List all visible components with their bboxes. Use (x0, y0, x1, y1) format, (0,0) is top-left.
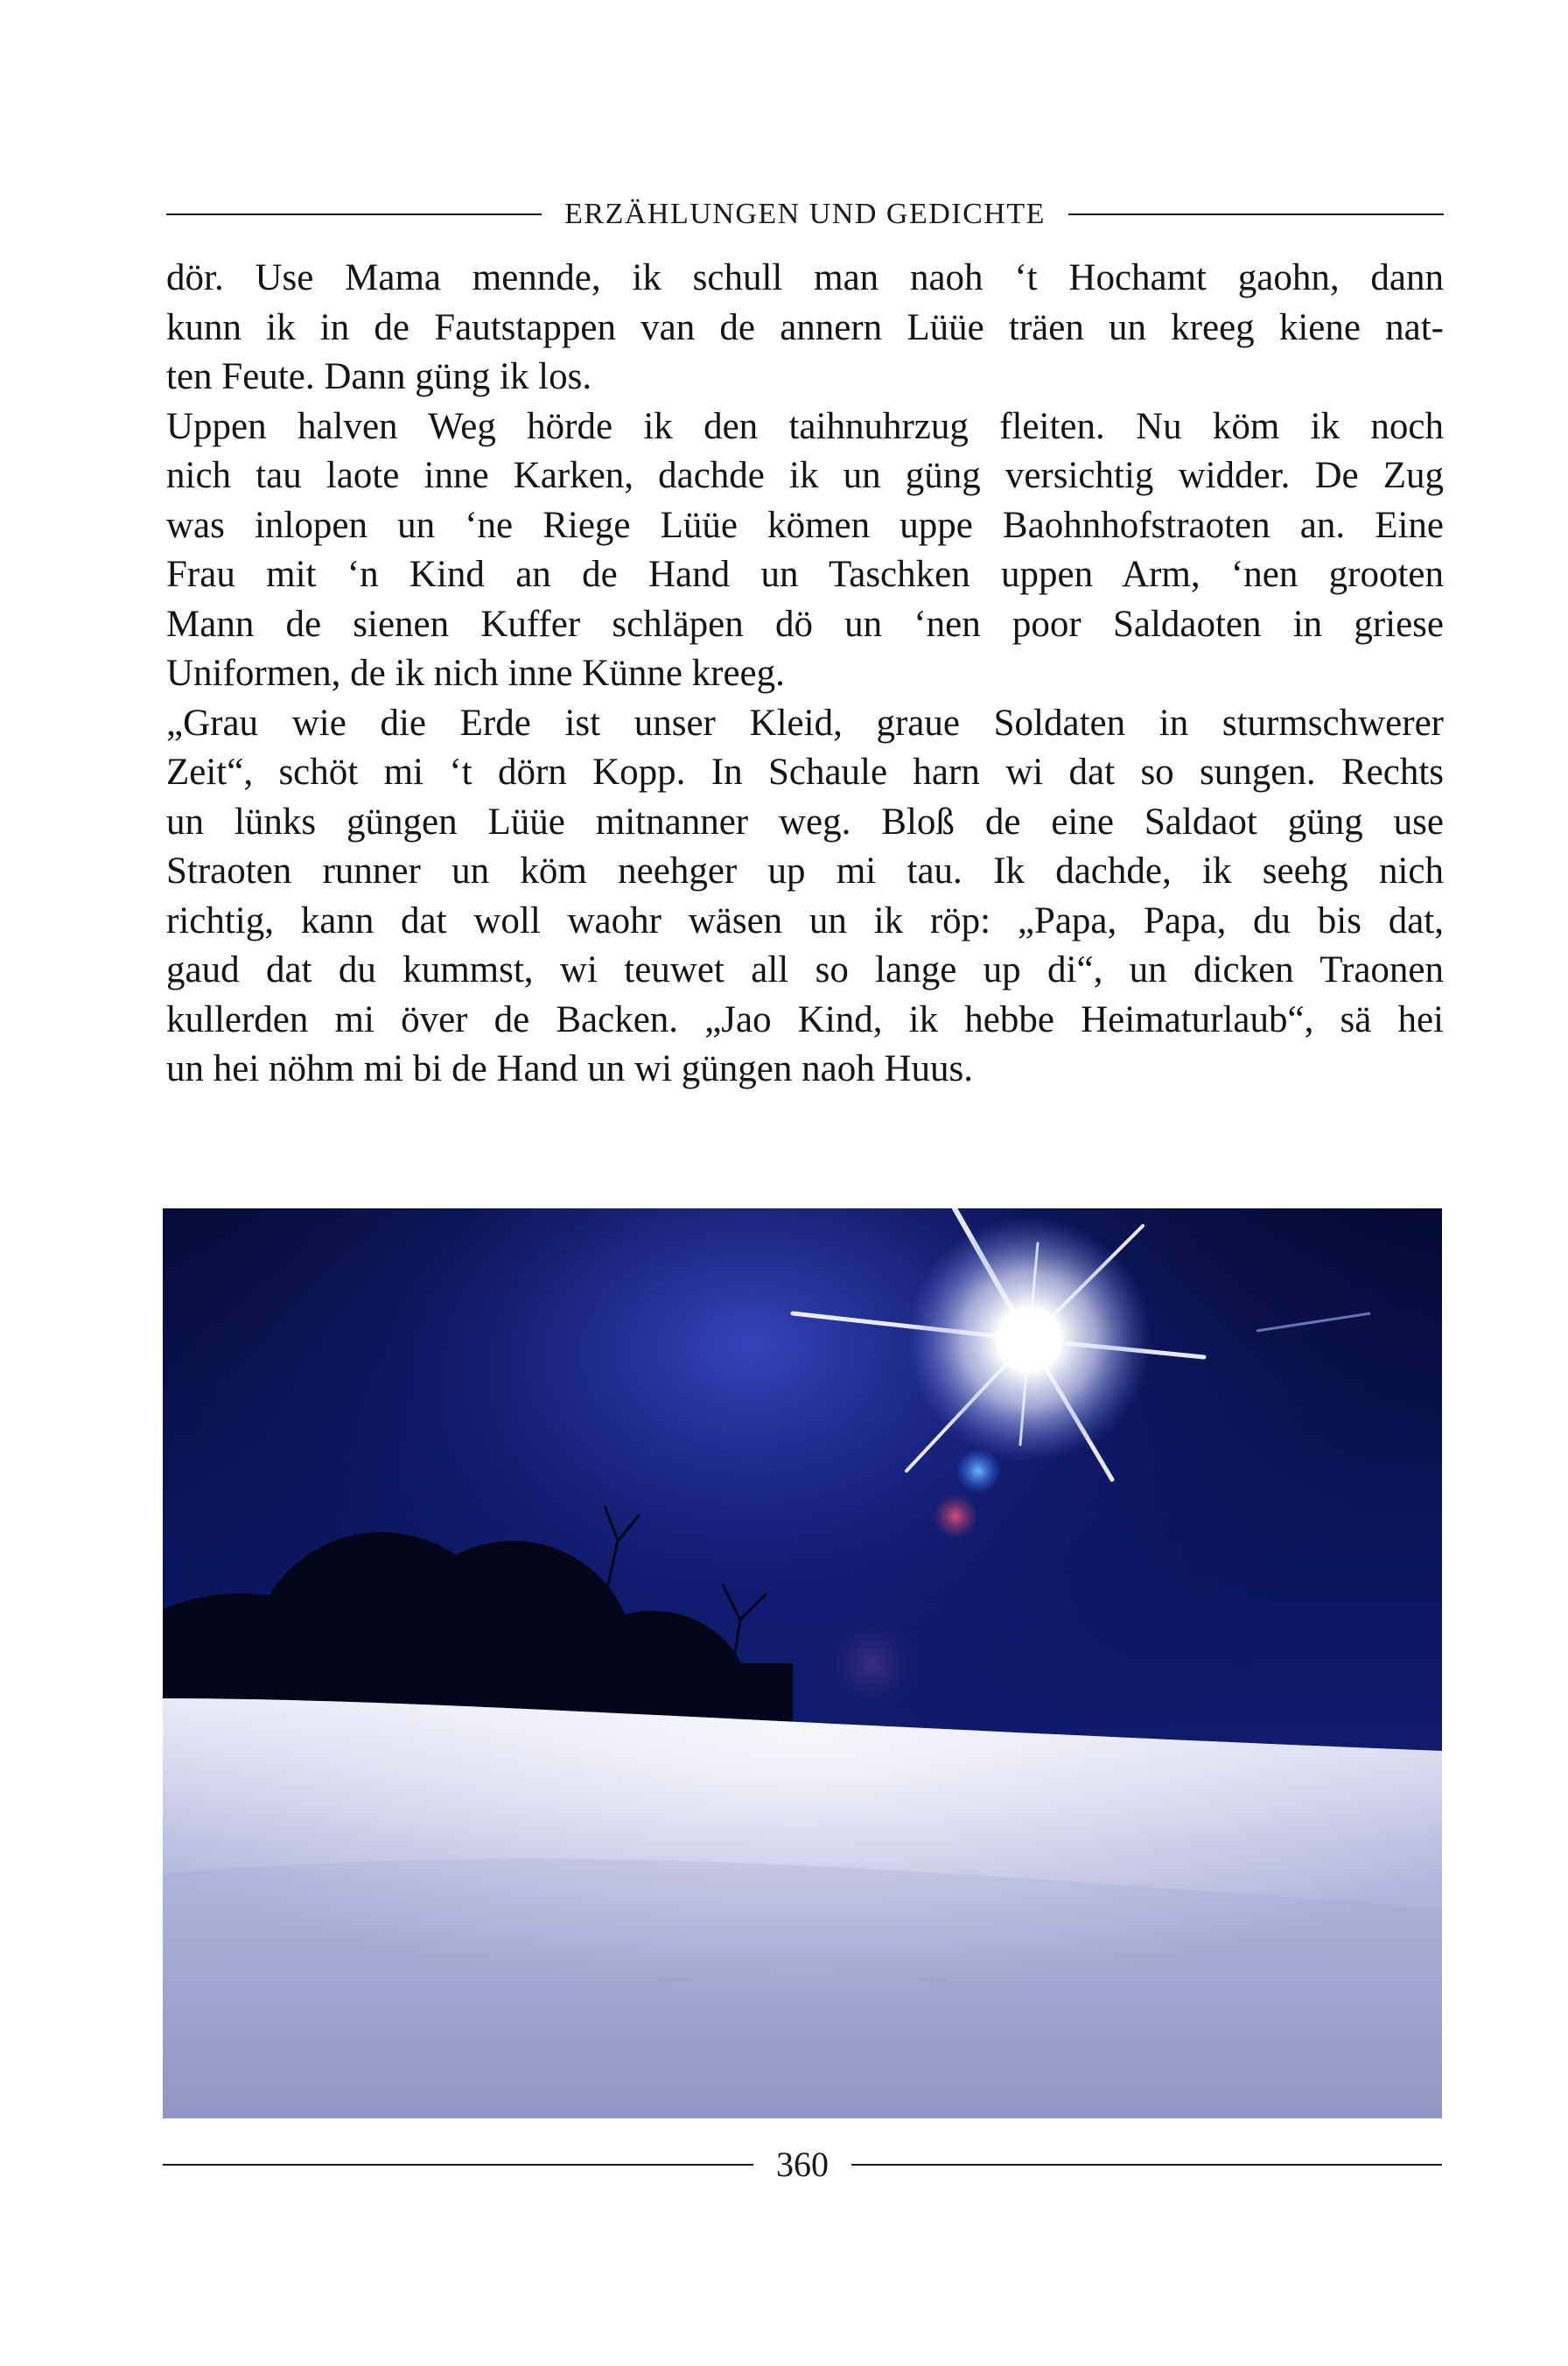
text-line: dör. Use Mama mennde, ik schull man naoh ‘t Hochamt gaohn, dann (166, 257, 1444, 298)
text-line: Zeit“, schöt mi ‘t dörn Kopp. In Schaule harn wi dat so sungen. Rechts (166, 752, 1444, 793)
header-rule-left (166, 214, 542, 215)
paragraph-1 (166, 254, 1444, 402)
text-line: was inlopen un ‘ne Riege Lüüe kömen uppe Baohnhofstraoten an. Eine (166, 504, 1444, 546)
header-rule-right (1068, 214, 1444, 215)
text-line: Frau mit ‘n Kind an de Hand un Taschken uppen Arm, ‘nen grooten (166, 554, 1444, 595)
running-header (166, 198, 1444, 231)
text-line: richtig, kann dat woll waohr wäsen un ik röp: „Papa, Papa, du bis dat, (166, 900, 1444, 942)
lens-flare-red (933, 1494, 978, 1539)
lens-flare-blue (956, 1448, 1001, 1494)
text-line: „Grau wie die Erde ist unser Kleid, graue Soldaten in sturmschwerer (166, 702, 1444, 744)
footer-rule-left (163, 2164, 753, 2166)
page-number: 360 (776, 2145, 829, 2184)
text-line: gaud dat du kummst, wi teuwet all so lange up di“, un dicken Traonen (166, 949, 1444, 990)
text-line: un hei nöhm mi bi de Hand un wi güngen naoh Huus. (166, 1048, 974, 1089)
text-line: un lünks güngen Lüüe mitnanner weg. Bloß de eine Saldaot güng use (166, 801, 1444, 843)
body-text (166, 254, 1444, 1095)
text-line: Straoten runner un köm neehger up mi tau. Ik dachde, ik seehg nich (166, 850, 1444, 892)
text-line: Uppen halven Weg hörde ik den taihnuhrzug fleiten. Nu köm ik noch (166, 405, 1444, 447)
text-line: Mann de sienen Kuffer schläpen dö un ‘nen poor Saldaoten in griese (166, 603, 1444, 645)
winter-sun-photo (163, 1208, 1442, 2118)
paragraph-3 (166, 699, 1444, 1095)
photo-illustration (163, 1208, 1442, 2118)
page-footer (163, 2144, 1442, 2185)
footer-rule-right (851, 2164, 1442, 2166)
text-line: nich tau laote inne Karken, dachde ik un güng versichtig widder. De Zug (166, 455, 1444, 496)
running-title: ERZÄHLUNGEN UND GEDICHTE (564, 198, 1046, 230)
text-line: Uniformen, de ik nich inne Künne kreeg. (166, 653, 785, 694)
lens-flare-purple (828, 1620, 915, 1707)
text-line: kunn ik in de Fautstappen van de annern Lüüe träen un kreeg kiene nat- (166, 306, 1444, 348)
text-line: kullerden mi över de Backen. „Jao Kind, ik hebbe Heimaturlaub“, sä hei (166, 998, 1444, 1040)
paragraph-2 (166, 402, 1444, 699)
text-line: ten Feute. Dann güng ik los. (166, 356, 592, 397)
